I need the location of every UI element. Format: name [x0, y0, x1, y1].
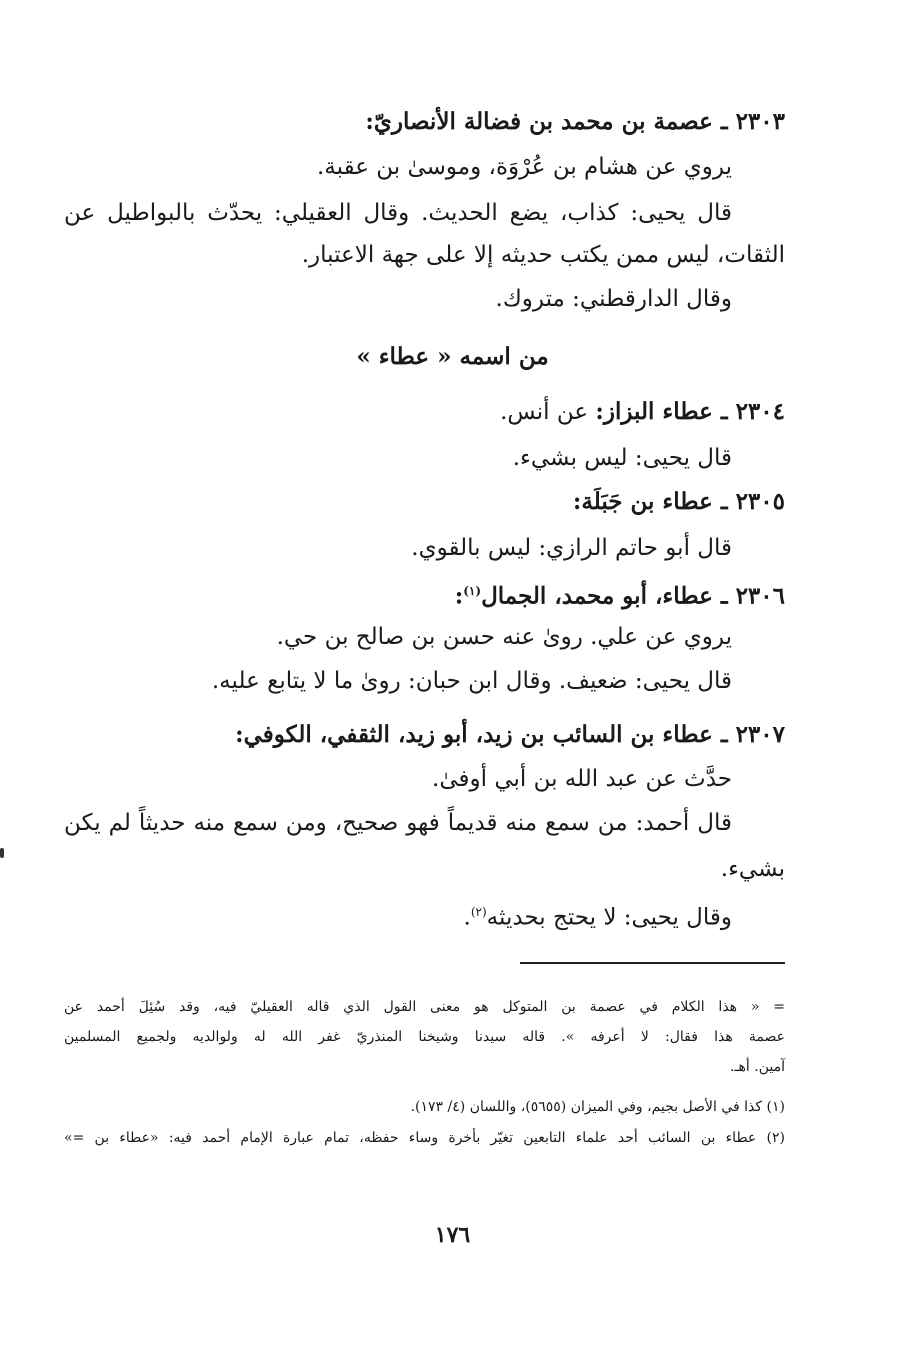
entry-2307-heading: ٢٣٠٧ ـ عطاء بن السائب بن زيد، أبو زيد، الثقفي، الكوفي:	[235, 721, 785, 748]
entry-2303-line1: يروي عن هشام بن عُرْوَة، وموسىٰ بن عقبة.	[316, 154, 732, 180]
footnote-ref-2: (٢)	[470, 905, 487, 919]
section-title: من اسمه « عطاء »	[356, 343, 549, 370]
footnote-ref-1: (١)	[463, 584, 482, 598]
entry-2303-line4: وقال الدارقطني: متروك.	[495, 286, 732, 312]
entry-2304-heading: ٢٣٠٤ ـ عطاء البزاز:	[595, 398, 785, 425]
footnote-continued-line3: آمين. أهـ.	[730, 1059, 785, 1075]
footnote-separator	[520, 962, 785, 964]
entry-2306-heading: ٢٣٠٦ ـ عطاء، أبو محمد، الجمال	[481, 582, 785, 610]
entry-2304-line1: قال يحيى: ليس بشيء.	[512, 445, 732, 471]
page-number: ١٧٦	[434, 1222, 471, 1248]
entry-2304-heading-row	[500, 395, 785, 429]
entry-2307-line2: قال أحمد: من سمع منه قديماً فهو صحيح، ومن سمع منه حديثاً لم يكن	[64, 810, 732, 836]
entry-2305-line1: قال أبو حاتم الرازي: ليس بالقوي.	[411, 535, 732, 561]
entry-2307-line1: حدَّث عن عبد الله بن أبي أوفىٰ.	[432, 766, 732, 792]
footnote-continued-line2: عصمة هذا فقال: لا أعرفه ». قاله سيدنا وشيخنا المنذريّ غفر الله له ولوالديه ولجميع المسلمين	[64, 1029, 785, 1045]
footnote-1: (١) كذا في الأصل بجيم، وفي الميزان (٥٦٥٥)، واللسان (٤/ ١٧٣).	[410, 1099, 785, 1115]
entry-2303-line2: قال يحيى: كذاب، يضع الحديث. وقال العقيلي: يحدّث بالبواطيل عن	[64, 200, 732, 226]
footnote-2: (٢) عطاء بن السائب أحد علماء التابعين تغيّر بأخرة وساء حفظه، تمام عبارة الإمام أحمد فيه: «عطاء بن =»	[64, 1130, 785, 1146]
entry-2307-line3: بشيء.	[720, 856, 785, 882]
entry-2307-line4-row	[464, 895, 732, 935]
entry-2303-line3: الثقات، ليس ممن يكتب حديثه إلا على جهة الاعتبار.	[301, 242, 785, 268]
margin-mark	[0, 848, 4, 858]
entry-2305-heading: ٢٣٠٥ ـ عطاء بن جَبَلَة:	[572, 488, 785, 515]
entry-2306-heading-end: :	[454, 582, 464, 610]
entry-2304-heading-rest: عن أنس.	[500, 399, 596, 425]
entry-2307-line4: وقال يحيى: لا يحتج بحديثه	[486, 904, 732, 931]
entry-2306-line1: يروي عن علي. رویٰ عنه حسن بن صالح بن حي.	[276, 624, 732, 650]
entry-2306-heading-row	[455, 574, 785, 614]
entry-2303-heading: ٢٣٠٣ ـ عصمة بن محمد بن فضالة الأنصاريّ:	[365, 108, 785, 135]
entry-2306-line2: قال يحيى: ضعيف. وقال ابن حبان: روىٰ ما لا يتابع عليه.	[211, 668, 732, 694]
entry-2307-line4-end: .	[463, 904, 471, 931]
footnote-continued-line1: = « هذا الكلام في عصمة بن المتوكل هو معنى القول الذي قاله العقيليّ فيه، وقد سُئِلَ أحمد عن	[64, 999, 785, 1015]
